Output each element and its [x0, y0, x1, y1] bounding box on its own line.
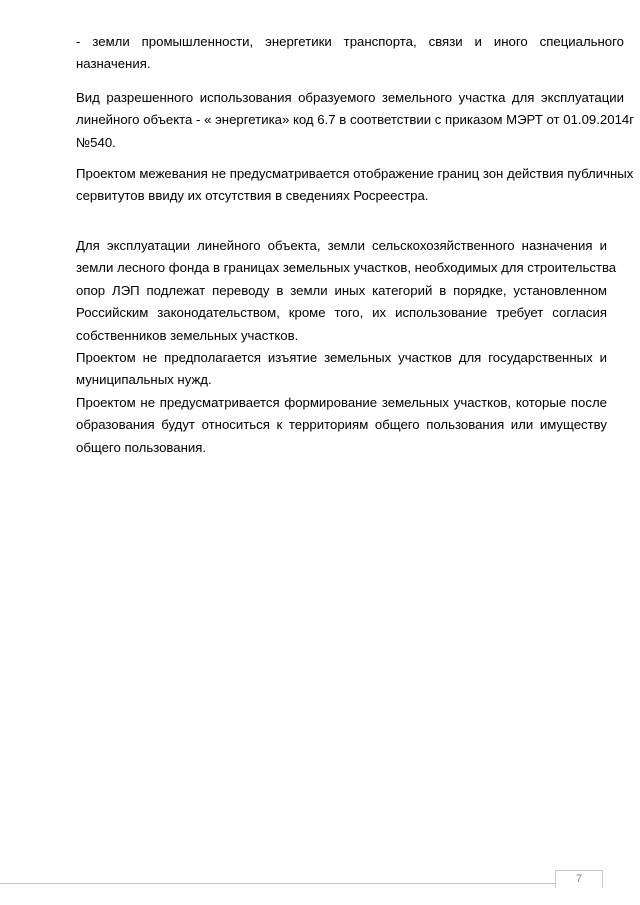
paragraph-group-land-transfer — [76, 235, 617, 459]
paragraph-land-categories — [76, 31, 624, 76]
text-line: Проектом не предполагается изъятие земельных участков для государственных и — [76, 350, 607, 366]
text-line: собственников земельных участков. — [76, 327, 299, 343]
text-line: земли лесного фонда в границах земельных участков, необходимых для строительства — [76, 260, 617, 276]
paragraph-permitted-use — [76, 87, 635, 154]
text-line: сервитутов ввиду их отсутствия в сведениях Росреестра. — [76, 188, 429, 204]
text-line: Для эксплуатации линейного объекта, земли сельскохозяйственного назначения и — [76, 238, 607, 253]
page-number: 7 — [555, 870, 603, 888]
text-line: №540. — [76, 134, 116, 150]
text-line: Российским законодательством, кроме того, их использование требует согласия — [76, 305, 607, 321]
text-line: Проектом не предусматривается формирование земельных участков, которые после — [76, 394, 607, 410]
text-line: образования будут относиться к территориям общего пользования или имуществу — [76, 417, 607, 433]
text-line: линейного объекта - « энергетика» код 6.7 в соответствии с приказом МЭРТ от 01.09.2014г — [76, 112, 635, 128]
paragraph-servitudes — [76, 163, 634, 208]
text-line: назначения. — [76, 56, 151, 72]
text-line: общего пользования. — [76, 439, 207, 455]
text-line: Проектом межевания не предусматривается отображение границ зон действия публичных — [76, 166, 634, 181]
text-line: муниципальных нужд. — [76, 372, 212, 388]
text-line: - земли промышленности, энергетики транспорта, связи и иного специального — [76, 34, 624, 49]
footer-divider — [0, 883, 555, 884]
text-line: опор ЛЭП подлежат переводу в земли иных категорий в порядке, установленном — [76, 282, 607, 298]
text-line: Вид разрешенного использования образуемого земельного участка для эксплуатации — [76, 90, 624, 105]
